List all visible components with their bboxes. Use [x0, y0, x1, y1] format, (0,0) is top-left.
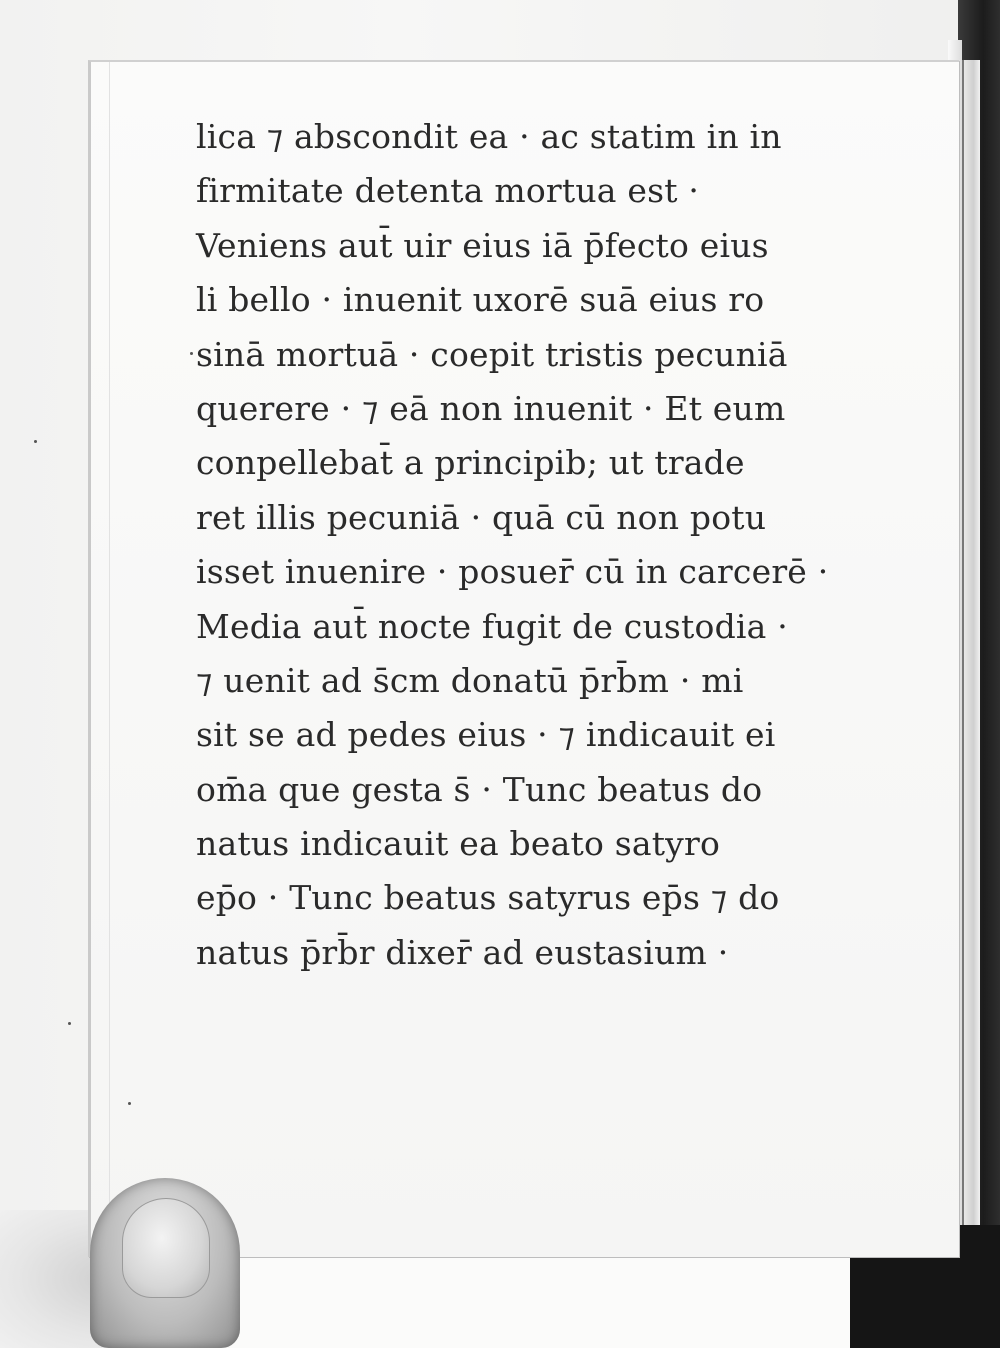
manuscript-line: natus indicauit ea beato satyro — [196, 824, 721, 864]
thumbnail-nail — [122, 1198, 210, 1298]
manuscript-line: sinā mortuā · coepit tristis pecuniā — [196, 334, 788, 374]
manuscript-line: li bello · inuenit uxorē suā eius ro — [196, 280, 765, 320]
manuscript-line: firmitate detenta mortua est · — [196, 171, 700, 211]
manuscript-line: Veniens aut̄ uir eius iā p̄fecto eius — [196, 225, 769, 265]
scan-speck — [68, 1022, 71, 1025]
manuscript-line: ep̄o · Tunc beatus satyrus ep̄s ⁊ do — [196, 878, 780, 918]
manuscript-text — [196, 110, 836, 980]
manuscript-line: sit se ad pedes eius · ⁊ indicauit ei — [196, 715, 776, 755]
manuscript-line: isset inuenire · posuer̄ cū in carcerē · — [196, 552, 829, 592]
manuscript-line: querere · ⁊ eā non inuenit · Et eum — [196, 388, 786, 428]
manuscript-line: natus p̄rb̄r dixer̄ ad eustasium · — [196, 932, 729, 972]
bottom-paper-strip — [230, 1255, 850, 1348]
scan-speck — [34, 440, 37, 443]
manuscript-line: conpellebat̄ a principib; ut trade — [196, 443, 745, 483]
binding-edge — [962, 60, 980, 1230]
manuscript-line: lica ⁊ abscondit ea · ac statim in in — [196, 117, 782, 156]
manuscript-line: ⁊ uenit ad s̄cm donatū p̄rb̄m · mi — [196, 660, 744, 700]
manuscript-line: om̄a que gesta s̄ · Tunc beatus do — [196, 769, 763, 809]
scan-speck — [190, 352, 193, 355]
manuscript-line: Media aut̄ nocte fugit de custodia · — [196, 606, 788, 646]
manuscript-line: ret illis pecuniā · quā cū non potu — [196, 497, 767, 537]
leaf-fold-line — [109, 62, 110, 1257]
scan-speck — [128, 1102, 131, 1105]
